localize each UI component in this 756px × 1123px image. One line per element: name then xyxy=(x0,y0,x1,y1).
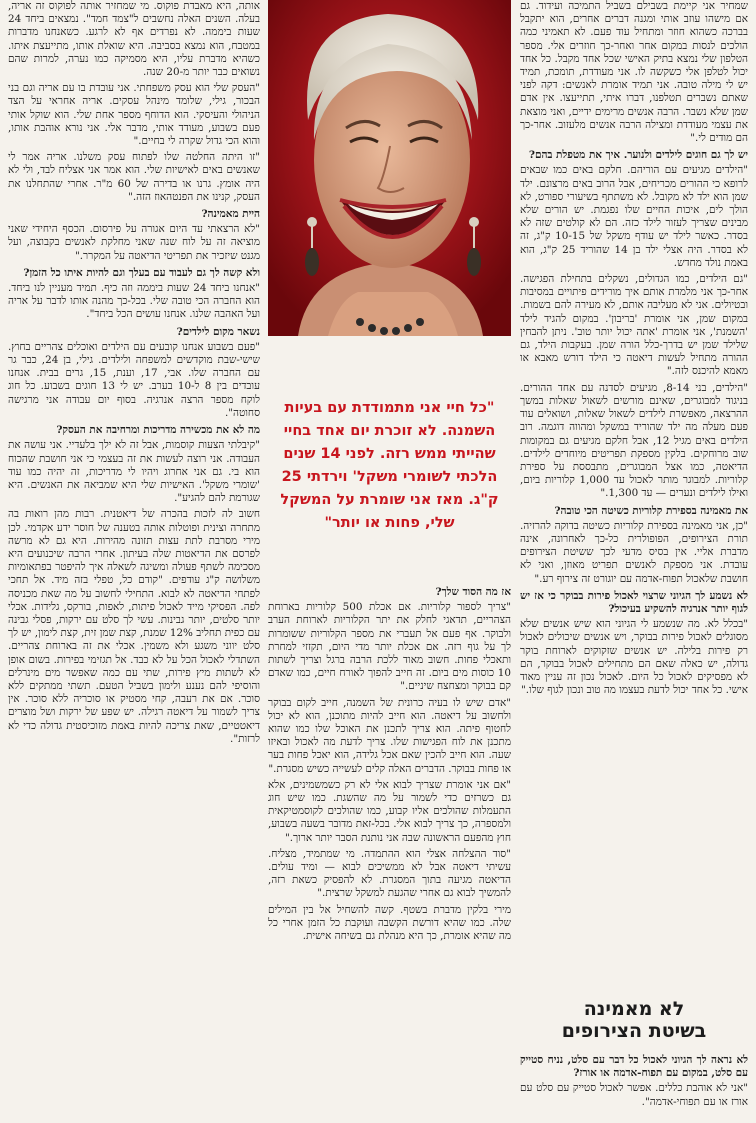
interview-question: לא נשמע לך הגיוני שרצוי לאכול פירות בבוקר כי אז יש לגוף יותר אנרגיה להשקיע בעיכול? xyxy=(520,589,748,615)
interview-question: נשאר מקום לילדים? xyxy=(176,325,260,338)
interview-question: יש לך גם חוגים לילדים ולנוער. איך את מטפלת בהם? xyxy=(528,149,748,162)
pull-quote-text: "כל חיי אני מתמודדת עם בעיות השמנה. לא זוכרת יום אחד בחיי שהייתי ממש רזה. לפני 14 שנים הלכתי לשומרי משקל' וירדתי 25 ק"ג. מאז אני שומרת על המשקל שלי, פחות או יותר" xyxy=(280,400,499,531)
article-column-middle xyxy=(268,582,511,1123)
pull-quote xyxy=(268,360,511,572)
paragraph: "קיבלתי הצעות קוסמות, אבל זה לא ילך בלעדיי. אני עושה את העבודה. אני רוצה לעשות את זה בעצמי כי אני חושבת שהכוח הוא בי. גם אני אחרוג ויהיו לי מדריכות, זה יהיה כמו עוד 'שומרי משקל'. האישיות שלי היא שמביאה את האנשים. היא שגורמת להם להגיע". xyxy=(8,439,260,505)
paragraph: "זו היתה החלטה שלו לפתוח עסק משלנו. אריה אמר לי שאנשים באים לאישיות שלי. הוא אמר אני אצליח לבד, ולי לא היה אומץ. גרנו או בדירה של 60 מ"ר. אחרי שהתחלנו את העסק, קנינו את הפנטהאוז הזה." xyxy=(8,151,260,203)
paragraph: "כן, אני מאמינה בספירת קלוריות כשיטה בדוקה להרזיה. תורת הצירופים, הפופולרית כל-כך לאחרונה, אינה מדברת אליי. אין בסיס מדעי לכך ששיטת הצירופים עובדת. אני מספקת לאנשים תפריט מאוזן, ואני לא חושבת שלאכול תפוח-אדמה עם יוגורט זה צירוף רע." xyxy=(520,519,748,585)
paragraph: חשוב לה לזכות בהכרה של דיאטנית. רבות מהן רואות בה מתחרה וצינית ופוטלות אותה בטענה של חוסר ידע אקדמי. לכן מירי מסרבת לתת עצות תזונה מהירות. היא גם לא מרשה לפרסם את הדיאטות שלה בעיתון. אחרי הרבה שיכנועים היא מסכימה לשתף פעולה ומשיגה לשאלה איך להיפטר בפתאומיות משלושה ק"ג עודפים. "קודם כל, טפלי בזה מיד. אל תחכי לפתחי הדיאטה לא לבוא. התחילי לחשוב על מה שאת מכניסה לפה. הפסיקי מייד לאכול פיתות, לאפות, בורקס, גלידות. אכלי יותר סלטים, יותר גבינות. עשי לך סלט עם ירקות, פסלי גבינה עם כפית תחליב 12% שמנת, קצת שמן זית, קצת לימון, יש לך סלט יווני משגע ולא משמין. אכלי את זה בארוחת צהריים. השתדלי לאכול הכל על לא כבד. אל תגזימי בפירות. בשום אופן לא לשתות מיץ פירות, שתי עם כמה שאפשר מים מינרלים והוסיפי להם נענע ולימון בשביל הטעם. תשתי ממתקים ללא סוכר. אם את רעבה, קחי מסטיק או סוכריה ללא סוכר. אין צריך לשמור על דיאטה רגילה. יש שפע של ירקות ושל מוצרים דיאטטיים, שאת צריכה להיות באמת מזוכיסטית גדולה כדי לא לרזות". xyxy=(8,508,260,745)
article-column-right-bottom xyxy=(520,1054,748,1123)
paragraph: "אני לא אוהבת כללים. אפשר לאכול סטייק עם סלט עם אורז או עם תפוחי-אדמה". xyxy=(520,1082,748,1108)
paragraph: "צריך לספור קלוריות. אם אכלת 500 קלוריות בארוחת הצהריים, תדאגי לחלק את יתר הקלוריות לארוחת הערב ולבוקר. אף פעם אל תעברי את מספר הקלוריות ששומרות לך על גוף רזה. אם אכלת יותר מדי היום, תקזזי למחרת ותאכלי פחות. חשוב מאוד ללכת הרבה ברגל וצריך לשתות 10 כוסות מים ביום. זה חייב להפוך לאורח חיים, כמו שאדם קם בבוקר ומצחצח שיניים." xyxy=(268,601,511,693)
article-column-left xyxy=(8,0,260,1123)
portrait-photo xyxy=(268,0,511,336)
interview-question: אז מה הסוד שלך? xyxy=(435,586,511,598)
paragraph: "העסק שלי הוא עסק משפחתי. אני עובדת בו עם אריה וגם בני הבכור, גילי, שלומד מינהל עסקים. אריה אחראי על הצד הניהולי והעיסקי. הוא הדוחף מספר אחת שלי. הוא שוקל אותי פעם בשבוע, מעודד אותי, מדבר אלי. אני נורא אוהבת אותו, והוא הכי גדול שקרה לי בחיים." xyxy=(8,82,260,148)
paragraph: "אנחנו ביחד 24 שעות ביממה וזה כיף. תמיד מעניין לנו ביחד. הוא החברה הכי טובה שלי. בכל-כך מהנה אותו לדבר על אריה ועל האהבה שלנו. אנחנו עושים הכל ביחד". xyxy=(8,282,260,321)
article-column-right xyxy=(520,0,748,1123)
smiling-woman-illustration xyxy=(268,0,511,336)
interview-question: מה לא את מכשירה מדריכות ומרחיבה את העסק? xyxy=(56,424,260,437)
paragraph: אותה, היא מאבדת פוקוס. מי שמחזיר אותה לפוקוס זה אריה, בעלה. השנים האלה נחשבים ל"צמד חמד". נמצאים ביחד 24 שעות ביממה. לא נפרדים אף לא לרגע. כשאנחנו מדברות במטבח, הוא נמצא בסביבה. היא שואלת אותו, מתייעצת איתו. כשהיא מדברת עליו, היא מסמיקה כמו נערה, למרות שהם נשואים כבר יותר מ-20 שנה. xyxy=(8,0,260,79)
section-heading-line-1: לא מאמינה xyxy=(583,998,685,1020)
paragraph: "אדם שיש לו בעיה כרונית של השמנה, חייב לקום בבוקר ולחשוב על דיאטה. הוא חייב להיות מתוכנן, הוא לא יכול לחטוף פיתה. הוא צריך לתכנן את האוכל שלו כמו שהוא מתכנן את לוח הפגישות שלו. צריך לדעת מה לאכול ובאיזו שעה. הוא חייב להכין שאם אכל גלידה, הוא יאכל פחות בער או פחות בבוקר. הדברים האלה קלים לעשייה כשיש מסגרת." xyxy=(268,696,511,775)
paragraph: "הילדים, בני 8-14, מגיעים לסדנה עם אחד ההורים. בניגוד למבוגרים, שאינם מורשים לשאול שאלות במשך ההרצאה, מאפשרת לילדים לשאול שאלות, ושואלים עוד פעם מעלה מה ילד שהוריד במשקל ומהווה דוגמה. רוב הילדים באים מגיל 12, אבל חלקם מגיעים גם במקומות שוב מרוחקים. בלקין מספקת תפריטים מיוחדים לילדים. הדיאטה, כמו אצל המבוגרים, מתבססת על ספירת קלוריות. למבוגר מותר לאכול עד 1,000 קלוריות ביום, ואילו לילדים ונערים — עד 1,300." xyxy=(520,381,748,500)
paragraph: שמחיר אני קיימת בשבילם בשביל התמיכה ועידוד. גם אם מישהו עוזב אותי ומגנה דברים אחרים, הוא יתקבל בברכה כשהוא חוזר ומתחיל עוד פעם. לא תאמיני כמה הולכים לנסות במקום אחר ואחר-כך חוזרים אלי. מספר הטלפון שלי נמצא בתיק האישי שכל אחד מקבל. כל אחד יכול לטלפן אלי כשקשה לו. אני מעודדת, תומכת, תמיד יש לי מילה טובה. אני תמיד אומרת לאנשים: דקה לפני שאתם נשברים תטלפנו, דברו איתי, תתייעצו. אין אדם שמן שלא נשבר. הרבה אנשים מרימים ידיים, ואני מוצאת את עצמי מעודדת ומצילה הרבה אנשים מלעזוב. אחר-כך הם מודים לי." xyxy=(520,0,748,145)
section-heading xyxy=(520,998,748,1042)
paragraph: "אם אני אומרת שצריך לבוא אלי לא רק כשמשמינים, אלא גם כשרזים כדי לשמור על מה שהשגת. כמו שיש חוג התעמלות שהולכים אליו קבוע, כמו שהולכים לקוסמטיקאית ולמספרה, כך צריך לבוא אלי. בכל-זאת מדובר בשעה בשבוע, חוץ מהפעם הראשונה שבה אני נותנת הסבר יותר ארוך." xyxy=(268,778,511,844)
paragraph: "הילדים מגיעים עם הוריהם. חלקם באים כמו שבאים לרופא כי ההורים מכריחים, אבל הרוב באים מרצונם. ילד שמן הוא ילד לא מקובל. לא משתתף בשיעורי ספורט, לא הולך לים, איכות החיים שלו נפגמת. יש הורים שלא מבינים שצריך לעזור לילד כזה. הם לא קולטים שזה לא בסדר. כאשר לילד יש עודף משקל של 10-15 ק"ג, זה לא בסדר. היה אצלי ילד בן 14 שהוריד 25 ק"ג, הוא באמת נולד מחדש. xyxy=(520,164,748,269)
paragraph: "סוד ההצלחה אצלי הוא ההתמדה. מי שמתמיד, מצליח. עשיתי דיאטה אבל לא ממשיכים לבוא — ומיד עולים. הדיאטה מגיעה בתוך המסגרת. לא להפסיק כשאת רזה, להמשיך לבוא גם אחרי שהגעת למשקל שרצית." xyxy=(268,847,511,900)
paragraph: "פעם בשבוע אנחנו קובעים עם הילדים ואוכלים צהריים בחוץ. שישי-שבת מוקדשים למשפחה ולילדים. גילי, בן 24, כבר גר עם החברה שלו. אבי, 17, וענת, 15, גרים בבית. אנחנו עובדים בין 8 ל-10 בערב. יש לי 13 חוגים בשבוע. כל חוג לוקח מספר הרצה אנרגיה. בסוף יום עבודה אני מרגישה סחוטה". xyxy=(8,340,260,419)
interview-question: ולא קשה לך גם לעבוד עם בעלך וגם להיות איתו כל הזמן? xyxy=(23,266,260,279)
interview-question: היית מאמינה? xyxy=(201,208,260,221)
paragraph: מירי בלקין מדברת בשטף. קשה להשחיל אל בין המילים שלה. כמו שהיא דורשת הקשבה ועוקבת כל הזמן אחרי כל מה שהיא אומרת, כך היא מנהלת גם בשיחה אישית. xyxy=(268,903,511,943)
section-heading-line-2: בשיטת הצירופים xyxy=(561,1020,707,1042)
interview-question: לא נראה לך הגיוני לאכול כל דבר עם סלט, נניח סטייק עם סלט, במקום עם תפוח-אדמה או אורז? xyxy=(520,1054,748,1080)
interview-question: את מאמינה בספירת קלוריות כשיטה הכי טובה? xyxy=(554,504,748,517)
paragraph: "גם הילדים, כמו הגדולים, נשקלים בתחילת הפגישה. אחר-כך אני מלמדת אותם איך מורידים פיתויים במסיבות ובטיולים. אני לא מעליבה אותם, לא מעירה להם בשמות. במקום שמן, אני אומרת 'בריבון'. במקום להגיד לילד 'השמנת', אני אומרת 'אתה יכול יותר טוב'. ניתן להבחין שלילד שמן יש בדרך-כלל הורה שמן. בעקבות הילד, גם ההורה מתחיל לעשות דיאטה כי הילד דורש מאבא או מאמא להיכנס לזה." xyxy=(520,273,748,378)
paragraph: "בכלל לא. מה שנשמע לי הגיוני הוא שיש אנשים שלא מסוגלים לאכול פירות בבוקר, ויש אנשים שיכולים לאכול רק פירות בלילה. יש אנשים שזקוקים לארוחת בוקר גדולה, יש כאלה שאם הם מתחילים לאכול בבוקר, הם לא מפסיקים לאכול כל היום. לאכול נכון זה עניין מאוד אישי. כל אחד יכול לדעת בעצמו מה טוב ונכון לגוף שלו." xyxy=(520,618,748,697)
paragraph: "לא הרצאתי עד היום אגורה על פירסום. הכסף היחידי שאני מוציאה זה על לוח שנה שאני מחלקת לאנשים בקבוצה, ועל מגנט שיזכיר את תפריטי הדיאטה על המקרר." xyxy=(8,223,260,262)
